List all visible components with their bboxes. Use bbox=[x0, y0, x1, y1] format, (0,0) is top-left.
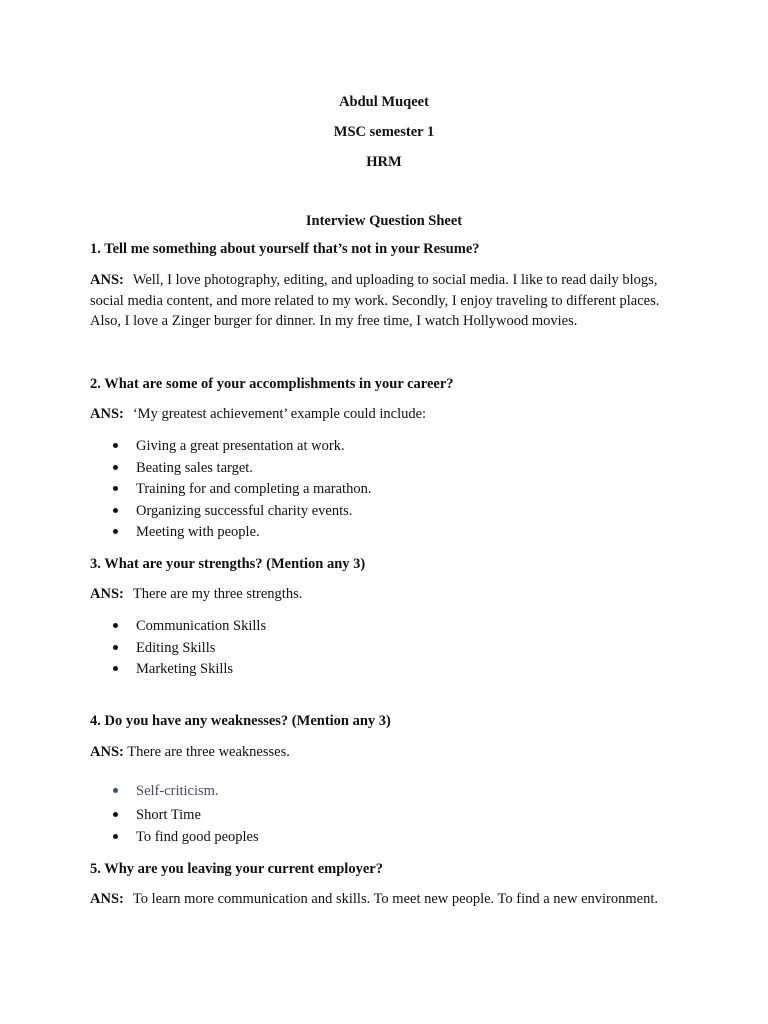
answer-text: There are three weaknesses. bbox=[127, 744, 290, 760]
bullet-icon bbox=[113, 529, 118, 534]
list-item: To find good peoples bbox=[113, 828, 259, 850]
list-item: Giving a great presentation at work. bbox=[113, 437, 371, 459]
bullet-icon bbox=[113, 645, 118, 650]
answer-text: There are my three strengths. bbox=[132, 586, 303, 602]
author-name: Abdul Muqeet bbox=[339, 94, 429, 110]
weaknesses-list bbox=[113, 782, 259, 849]
accomplishments-list bbox=[113, 437, 371, 545]
answer-text: To learn more communication and skills. To meet new people. To find a new environment. bbox=[132, 891, 658, 907]
answer-1 bbox=[90, 270, 690, 332]
answer-label: ANS: bbox=[90, 891, 124, 907]
bullet-icon bbox=[113, 788, 118, 793]
list-item: Organizing successful charity events. bbox=[113, 502, 371, 524]
question-5: 5. Why are you leaving your current employer? bbox=[90, 861, 383, 877]
answer-text: Well, I love photography, editing, and uploading to social media. I like to read daily blogs, social media content, and more related to my work. Secondly, I enjoy traveling to different places. Also, I love a Zinger burger for dinner. In my free time, I watch Hollywood movies. bbox=[90, 272, 660, 329]
answer-label: ANS: bbox=[90, 744, 124, 760]
list-item: Beating sales target. bbox=[113, 459, 371, 481]
subject-line: HRM bbox=[366, 154, 402, 170]
bullet-icon bbox=[113, 834, 118, 839]
answer-4 bbox=[90, 742, 690, 763]
answer-label: ANS: bbox=[90, 272, 124, 288]
answer-label: ANS: bbox=[90, 406, 124, 422]
question-1: 1. Tell me something about yourself that’s not in your Resume? bbox=[90, 241, 480, 257]
question-4: 4. Do you have any weaknesses? (Mention any 3) bbox=[90, 713, 391, 729]
bullet-icon bbox=[113, 812, 118, 817]
bullet-icon bbox=[113, 666, 118, 671]
answer-text: ‘My greatest achievement’ example could include: bbox=[132, 406, 427, 422]
answer-5 bbox=[90, 889, 710, 910]
question-2: 2. What are some of your accomplishments in your career? bbox=[90, 376, 454, 392]
list-item: Meeting with people. bbox=[113, 523, 371, 545]
document-title: Interview Question Sheet bbox=[305, 213, 463, 229]
answer-label: ANS: bbox=[90, 586, 124, 602]
bullet-icon bbox=[113, 465, 118, 470]
list-item: Training for and completing a marathon. bbox=[113, 480, 371, 502]
answer-2 bbox=[90, 404, 690, 425]
list-item: Self-criticism. bbox=[113, 782, 259, 806]
bullet-icon bbox=[113, 623, 118, 628]
bullet-icon bbox=[113, 508, 118, 513]
question-3: 3. What are your strengths? (Mention any 3) bbox=[90, 556, 366, 572]
list-item: Editing Skills bbox=[113, 639, 266, 661]
strengths-list bbox=[113, 617, 266, 682]
bullet-icon bbox=[113, 486, 118, 491]
list-item: Short Time bbox=[113, 806, 259, 828]
list-item: Marketing Skills bbox=[113, 660, 266, 682]
bullet-icon bbox=[113, 443, 118, 448]
list-item: Communication Skills bbox=[113, 617, 266, 639]
program-line: MSC semester 1 bbox=[333, 124, 435, 140]
answer-3 bbox=[90, 584, 690, 605]
